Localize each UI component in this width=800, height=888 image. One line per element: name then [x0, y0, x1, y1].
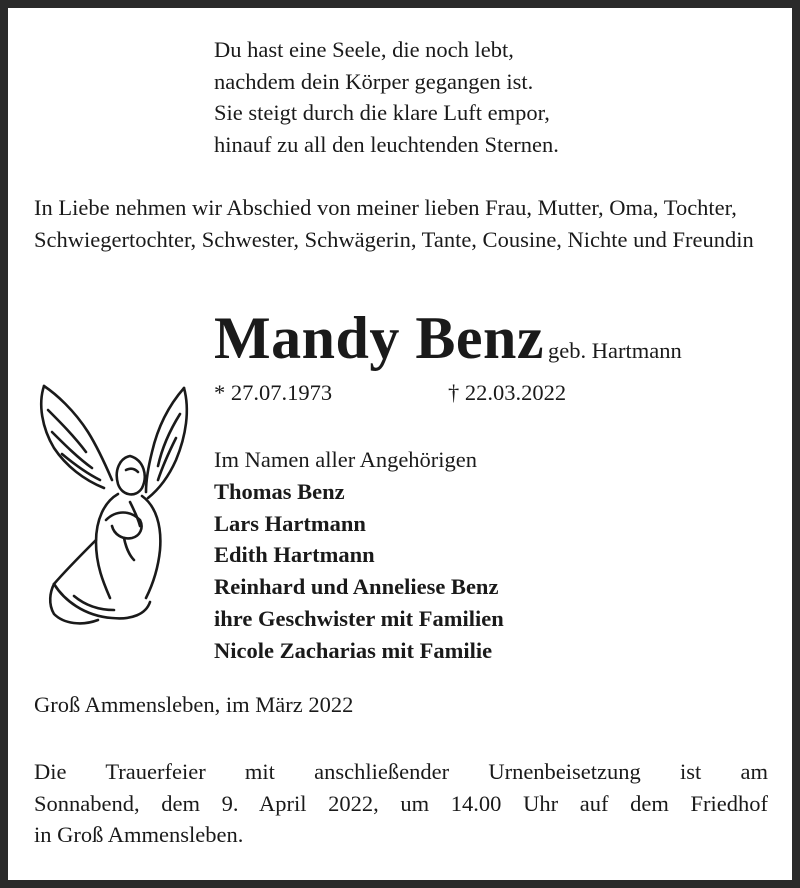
- poem-line: Du hast eine Seele, die noch lebt,: [214, 37, 514, 62]
- mourner-name: Thomas Benz: [214, 478, 345, 504]
- notice-line: Sonnabend, dem 9. April 2022, um 14.00 Uhr auf dem Friedhof: [34, 790, 768, 816]
- notice-line: Die Trauerfeier mit anschließender Urnenbeisetzung ist am: [34, 759, 768, 784]
- farewell-text: In Liebe nehmen wir Abschied von meiner lieben Frau, Mutter, Oma, Tochter, Schwiegertochter, Schwester, Schwägerin, Tante, Cousine, Nichte und Freundin: [34, 195, 754, 252]
- mourner-name: Edith Hartmann: [214, 542, 375, 568]
- poem-line: Sie steigt durch die klare Luft empor,: [214, 100, 550, 125]
- place-and-date: Groß Ammensleben, im März 2022: [34, 692, 354, 717]
- mourner-name: Nicole Zacharias mit Familie: [214, 637, 493, 663]
- deceased-name: Mandy Benz: [214, 305, 545, 371]
- mourner-name: Reinhard und Anneliese Benz: [214, 574, 499, 600]
- poem-line: nachdem dein Körper gegangen ist.: [214, 68, 534, 94]
- death-date: † 22.03.2022: [448, 380, 567, 405]
- notice-line: in Groß Ammensleben.: [34, 822, 244, 847]
- angel-icon: [34, 370, 200, 628]
- birth-date: * 27.07.1973: [214, 380, 333, 405]
- mourner-name: ihre Geschwister mit Familien: [214, 605, 504, 631]
- funeral-notice: [34, 756, 768, 851]
- obituary-notice: [8, 8, 792, 880]
- mourners-list: [214, 444, 504, 667]
- maiden-name: geb. Hartmann: [548, 338, 682, 363]
- mourner-name: Lars Hartmann: [214, 510, 366, 536]
- mourners-heading: Im Namen aller Angehörigen: [214, 447, 478, 472]
- poem: [214, 34, 559, 160]
- deceased-name-line: [214, 304, 682, 373]
- poem-line: hinauf zu all den leuchtenden Sternen.: [214, 131, 559, 157]
